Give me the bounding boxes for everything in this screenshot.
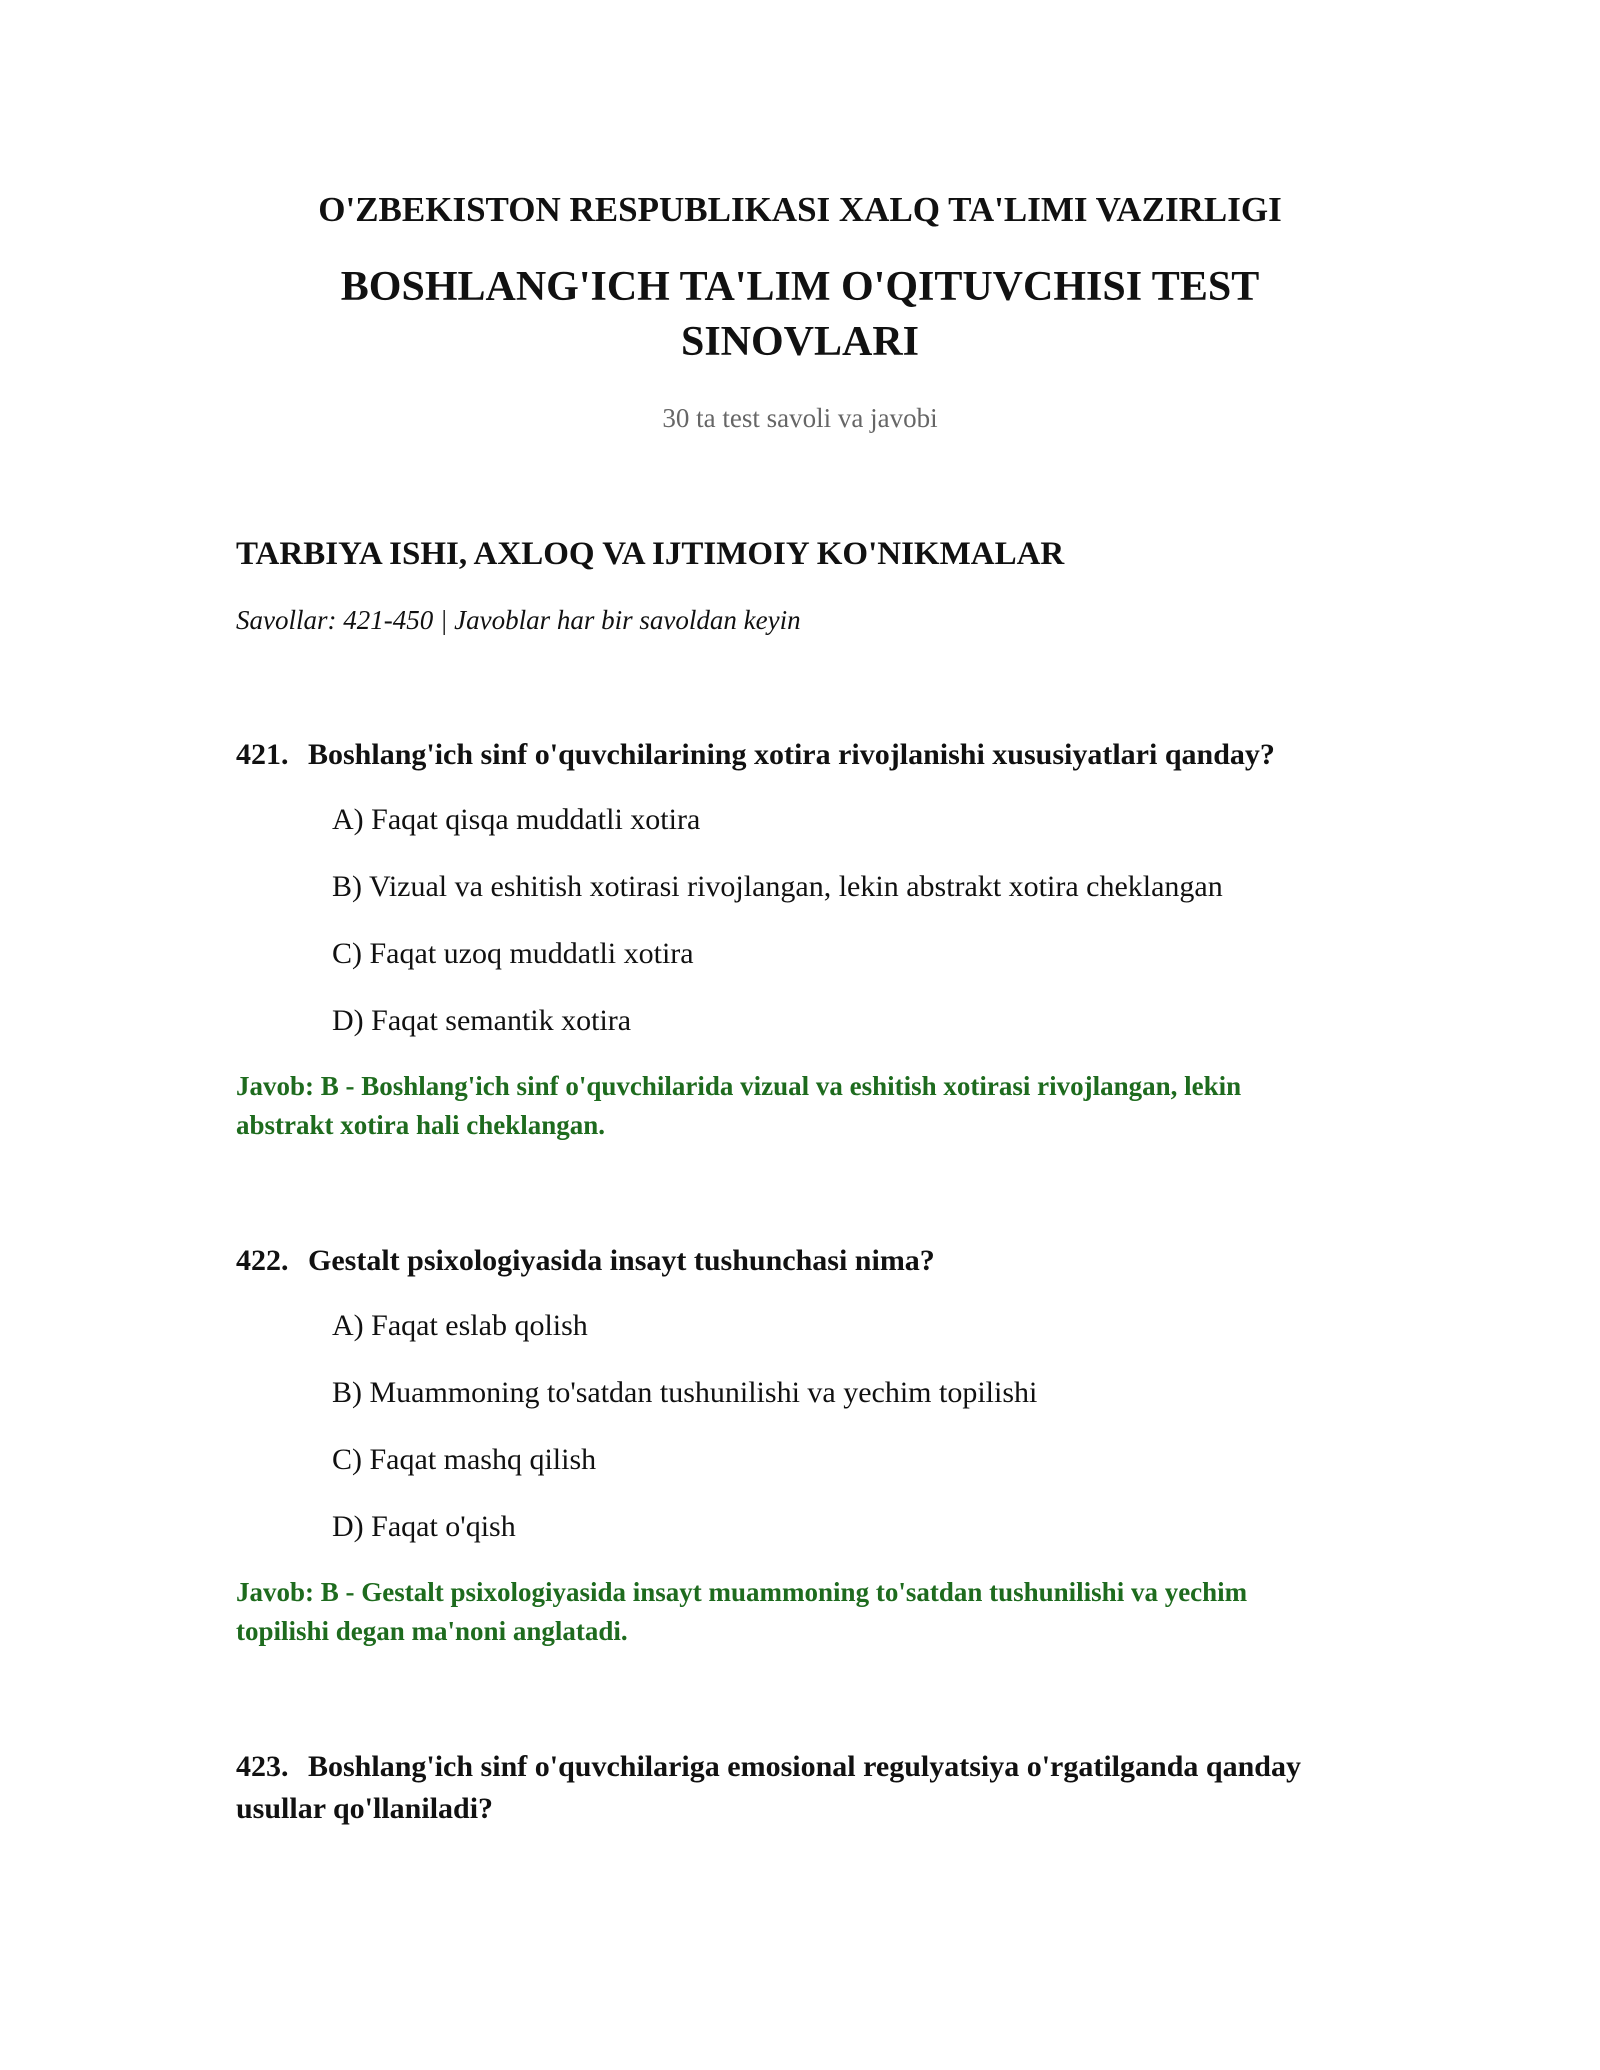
question-text-line2: usullar qo'llaniladi? xyxy=(236,1792,494,1825)
document-title-line2: SINOVLARI xyxy=(680,319,920,365)
answer-422 xyxy=(236,1573,1366,1651)
answer-line2: abstrakt xotira hali cheklangan. xyxy=(236,1110,606,1140)
question-number: 423. xyxy=(236,1750,289,1783)
option-c: C) Faqat mashq qilish xyxy=(332,1443,597,1476)
option-c: C) Faqat uzoq muddatli xotira xyxy=(332,937,694,970)
question-421 xyxy=(236,734,1366,776)
question-text: Gestalt psixologiyasida insayt tushunchasi nima? xyxy=(308,1244,935,1277)
option-d: D) Faqat semantik xotira xyxy=(332,1004,632,1037)
question-422 xyxy=(236,1240,1366,1282)
answer-line2: topilishi degan ma'noni anglatadi. xyxy=(236,1616,628,1646)
question-423 xyxy=(236,1746,1366,1830)
ministry-heading: O'ZBEKISTON RESPUBLIKASI XALQ TA'LIMI VAZIRLIGI xyxy=(318,190,1282,229)
section-title: TARBIYA ISHI, AXLOQ VA IJTIMOIY KO'NIKMALAR xyxy=(236,536,1065,572)
question-number: 422. xyxy=(236,1244,289,1277)
option-d: D) Faqat o'qish xyxy=(332,1510,516,1543)
section-subtitle: Savollar: 421-450 | Javoblar har bir savoldan keyin xyxy=(236,605,801,635)
option-b: B) Vizual va eshitish xotirasi rivojlangan, lekin abstrakt xotira cheklangan xyxy=(332,870,1223,903)
option-a: A) Faqat eslab qolish xyxy=(332,1309,588,1342)
document-title-line1: BOSHLANG'ICH TA'LIM O'QITUVCHISI TEST xyxy=(340,264,1260,310)
document-subtitle: 30 ta test savoli va javobi xyxy=(662,403,938,433)
question-text-line1: Boshlang'ich sinf o'quvchilariga emosional regulyatsiya o'rgatilganda qanday xyxy=(308,1750,1301,1783)
answer-line1: Javob: B - Gestalt psixologiyasida insayt muammoning to'satdan tushunilishi va yechim xyxy=(236,1577,1248,1607)
answer-421 xyxy=(236,1067,1366,1145)
option-a: A) Faqat qisqa muddatli xotira xyxy=(332,803,701,836)
document-title xyxy=(300,260,1300,370)
question-number: 421. xyxy=(236,738,289,771)
option-b: B) Muammoning to'satdan tushunilishi va yechim topilishi xyxy=(332,1376,1038,1409)
question-text: Boshlang'ich sinf o'quvchilarining xotira rivojlanishi xususiyatlari qanday? xyxy=(308,738,1275,771)
answer-line1: Javob: B - Boshlang'ich sinf o'quvchilarida vizual va eshitish xotirasi rivojlangan, lekin xyxy=(236,1071,1242,1101)
